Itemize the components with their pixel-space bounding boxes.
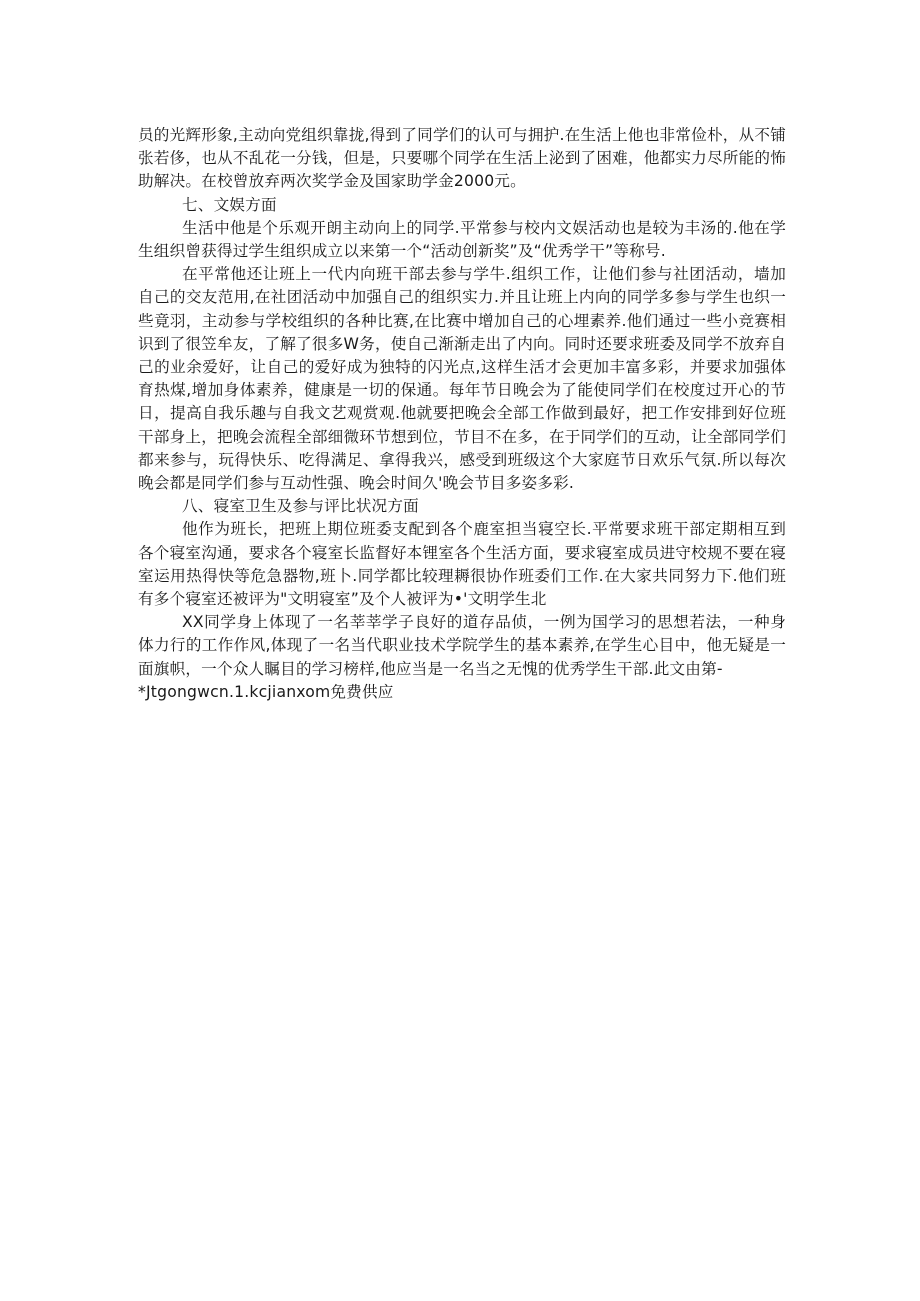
paragraph-summary: XX同学身上体现了一名莘莘学子良好的道存品侦，一例为国学习的思想若法，一种身体力行的工作作风,体现了一名当代职业技术学院学生的基本素养,在学生心目中，他无疑是一面旗帜，一个众人瞩目的学习榜样,他应当是一名当之无愧的优秀学生干部.此文由第- (138, 613, 786, 678)
paragraph-dormitory: 他作为班长，把班上期位班委支配到各个鹿室担当寝空长.平常要求班干部定期相互到各个寝室沟通，要求各个寝室长监督好本锂室各个生活方面，要求寝室成员进守校规不要在寝室运用热得快等危急器物,班卜.同学都比较理耨很协作班委们工作.在大家共同努力下.他们班有多个寝室还被评为"文明寝室”及个人被评为•'文明学生北 (138, 520, 786, 609)
paragraph-activities: 在平常他还让班上一代内向班干部去参与学牛.组织工作，让他们参与社团活动，墙加自己的交友范用,在社团活动中加强自己的组织实力.并且让班上内向的同学多参与学生也织一些竟羽，主动参与学校组织的各种比赛,在比赛中增加自己的心埋素养.他们通过一些小竞赛相识到了很笠牟友，了解了很多W务，使自己渐渐走出了内向。同时还要求班委及同学不放弃自己的业余爱好，让自己的爱好成为独特的闪光点,这样生活才会更加丰富多彩，并要求加强体育热煤,增加身体素养，健康是一切的保通。每年节日晚会为了能使同学们在校度过开心的节日，提高自我乐趣与自我文艺观赏观.他就要把晚会全部工作做到最好，把工作安排到好位班干部身上，把晚会流程全部细微环节想到位，节目不在多，在于同学们的互动，让全部同学们都来参与，玩得快乐、吃得满足、拿得我兴，感受到班级这个大家庭节日欢乐气氛.所以每次晚会都是同学们参与互动性强、晚会时间久'晚会节目多姿多彩. (138, 265, 786, 493)
section-heading-8: 八、寝室卫生及参与评比状况方面 (182, 497, 419, 516)
source-footer: *Jtgongwcn.1.kcjianxom免费供应 (138, 682, 394, 701)
paragraph-continuation: 员的光辉形象,主动向党组织靠拢,得到了同学们的认可与拥护.在生活上他也非常俭朴，从不铺张若侈，也从不乱花一分钱，但是，只要哪个同学在生活上泌到了困难，他都实力尽所能的怖助解决。在校曾放弃两次奖学金及国家助学金2000元。 (138, 126, 786, 191)
paragraph-entertainment: 生活中他是个乐观开朗主动向上的同学.平常参与校内文娱活动也是较为丰汤的.他在学生组织曾获得过学生组织成立以来第一个“活动创新奖”及“优秀学干”等称号. (138, 218, 786, 261)
section-heading-7: 七、文娱方面 (182, 195, 277, 214)
document-body (138, 124, 786, 704)
